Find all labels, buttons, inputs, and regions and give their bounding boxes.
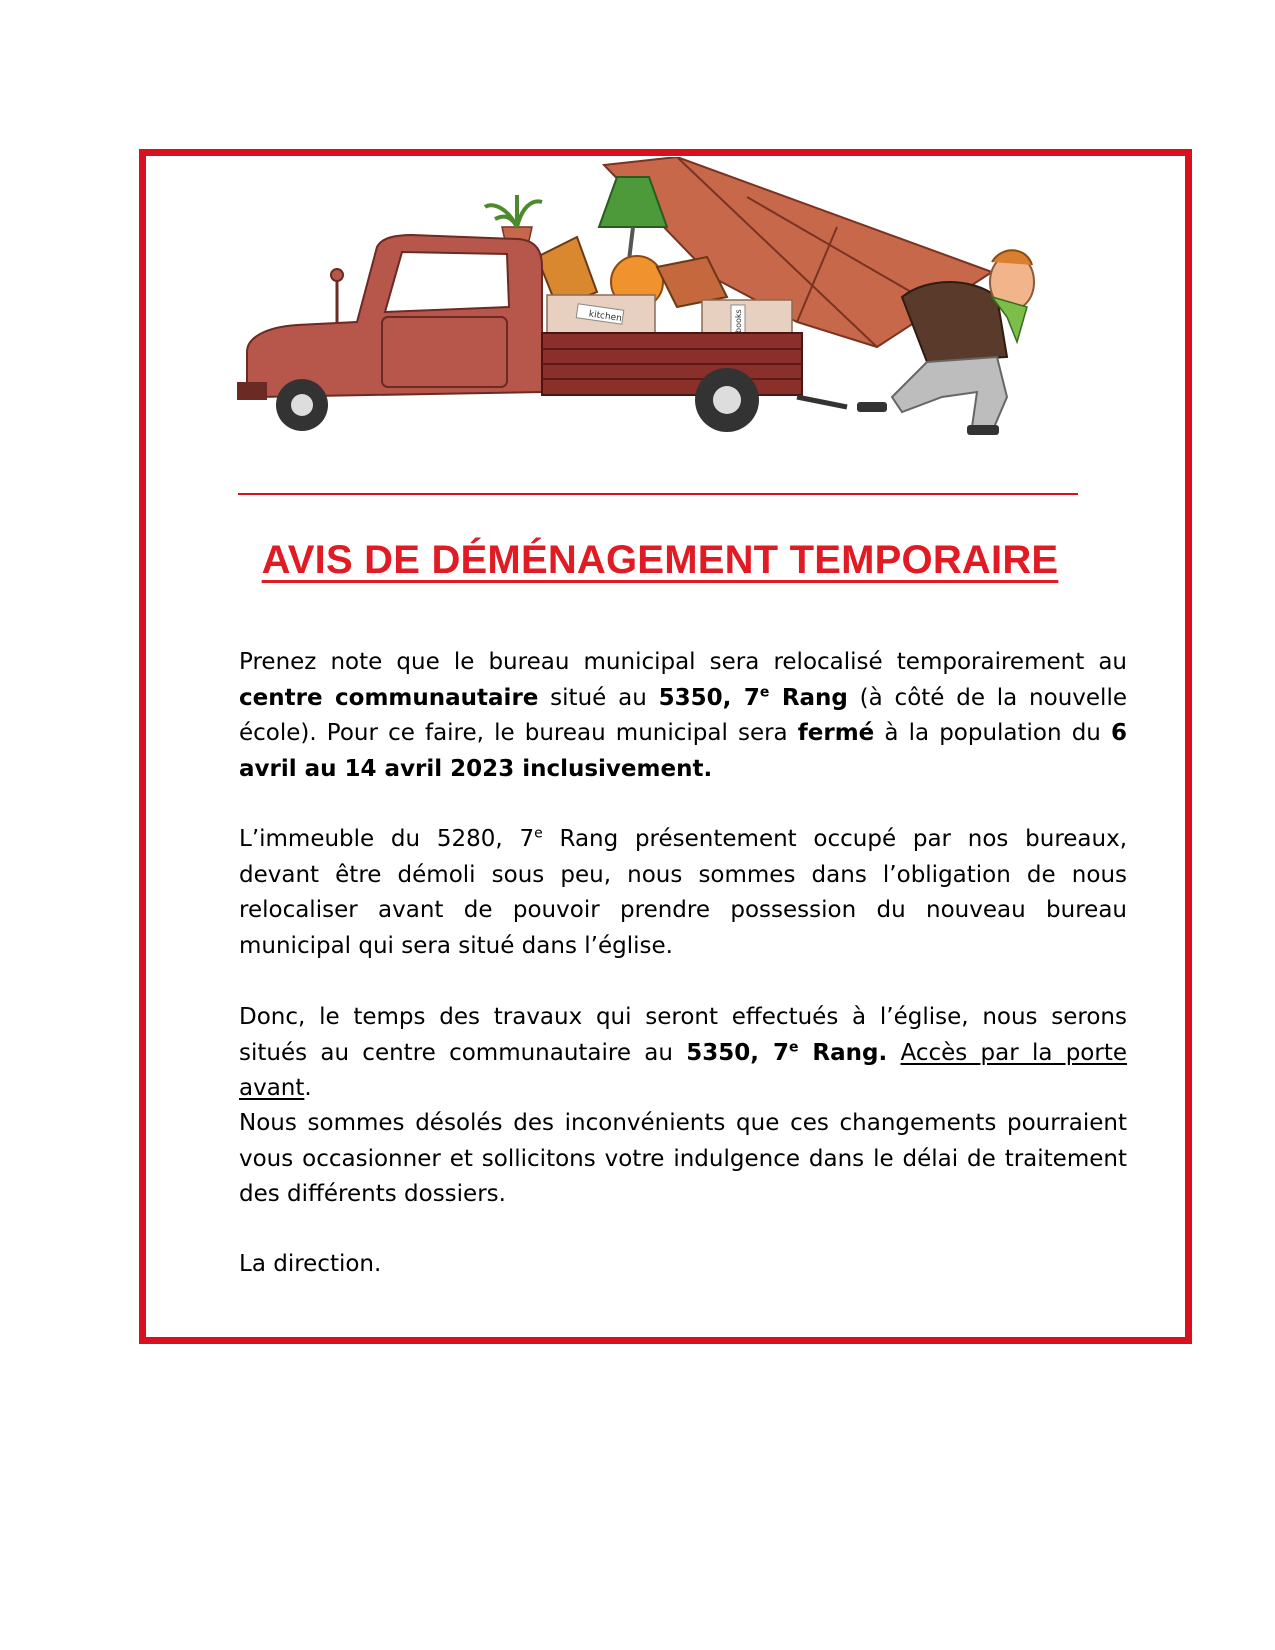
box-label-books: books — [734, 309, 743, 333]
address-5350: 5350, 7e Rang — [658, 683, 848, 711]
notice-title: AVIS DE DÉMÉNAGEMENT TEMPORAIRE — [261, 538, 1059, 582]
moving-truck-illustration — [237, 157, 1077, 457]
box-label-kitchen: kitchen — [588, 309, 623, 325]
closed-word: fermé — [797, 720, 875, 746]
signature: La direction. — [239, 1251, 382, 1277]
moving-box-icon — [547, 295, 792, 337]
paragraph-location: Donc, le temps des travaux qui seront effectués à l’église, nous serons situés au centre communautaire au 5350, 7e Rang. Accès par la porte avant. — [239, 1004, 1128, 1101]
closure-dates: 6 avril au 14 avril 2023 inclusivement. — [239, 720, 1127, 782]
access-front-door: Accès par la porte avant — [239, 1039, 1128, 1101]
paragraph-building: L’immeuble du 5280, 7e Rang présentement occupé par nos bureaux, devant être démoli sous peu, nous sommes dans l’obligation de nous relocaliser avant de pouvoir prendre possession du nouveau bureau municipal qui sera situé dans l’église. — [239, 825, 1128, 959]
paragraph-apology: Nous sommes désolés des inconvénients que ces changements pourraient vous occasionner et sollicitons votre indulgence dans le délai de traitement des différents dossiers. — [239, 1110, 1127, 1207]
address-5350-bold: 5350, 7e Rang. — [686, 1038, 888, 1066]
divider-line — [238, 493, 1078, 495]
paragraph-relocation: Prenez note que le bureau municipal sera relocalisé temporairement au centre communautaire situé au 5350, 7e Rang (à côté de la nouvelle école). Pour ce faire, le bureau municipal sera fermé à la population du 6 avril au 14 avril 2023 inclusivement. — [239, 649, 1127, 782]
centre-communautaire: centre communautaire — [239, 684, 539, 711]
